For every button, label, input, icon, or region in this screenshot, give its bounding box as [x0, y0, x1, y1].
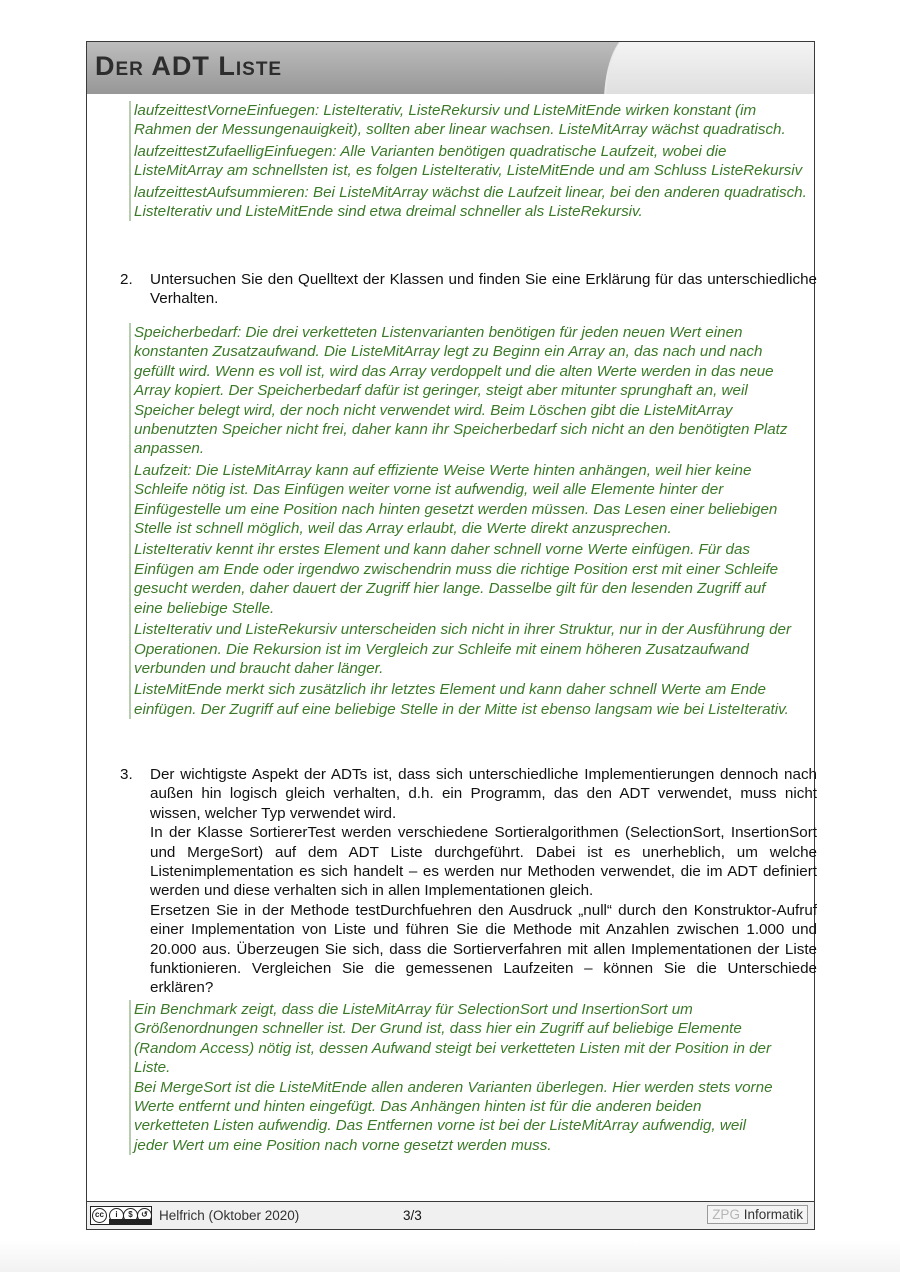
task-number: 3. [120, 766, 133, 783]
brand-prefix: ZPG [712, 1207, 740, 1222]
page-footer [87, 1201, 814, 1229]
task-text: Ersetzen Sie in der Methode testDurchfuehren den Ausdruck „null“ durch den Konstruktor-Aufruf einer Implementation von Liste und führen Sie die Methode mit Anzahlen zwischen 1.000 und 20.000 aus. Überzeugen Sie sich, dass die Sortierverfahren mit allen Implementationen der Liste funktionieren. Vergleichen Sie die gemessenen Laufzeiten – können Sie die Unterschiede erklären? [150, 901, 817, 997]
cc-icon: cc [92, 1208, 107, 1223]
answer-block-task2 [129, 323, 794, 719]
task-number: 2. [120, 271, 133, 288]
answer-paragraph: ListeMitEnde merkt sich zusätzlich ihr letztes Element und kann daher schnell Werte am Ende einfügen. Der Zugriff auf eine beliebige Stelle in der Mitte ist ebenso langsam wie bei ListeIterativ. [134, 681, 789, 718]
cc-by-nc-sa-icon [90, 1206, 152, 1225]
license-strip [109, 1219, 151, 1224]
answer-block-task1 [129, 101, 814, 221]
page-number: 3/3 [403, 1208, 422, 1223]
task-2 [120, 270, 817, 309]
brand-suffix: Informatik [743, 1207, 803, 1222]
page-title: Der ADT Liste [95, 51, 283, 81]
task-text: Der wichtigste Aspekt der ADTs ist, dass sich unterschiedliche Implementierungen dennoch nach außen hin logisch gleich verhalten, d.h. ein Programm, das den ADT verwendet, muss nicht wissen, welcher Typ verwendet wird. [150, 766, 817, 822]
sa-icon: ↺ [137, 1208, 152, 1223]
task-text: Untersuchen Sie den Quelltext der Klassen und finden Sie eine Erklärung für das unterschiedliche Verhalten. [150, 271, 817, 308]
by-icon: i [109, 1208, 124, 1223]
task-3 [120, 765, 817, 998]
header-decoration [604, 42, 814, 94]
nc-icon: $ [123, 1208, 138, 1223]
answer-paragraph: Ein Benchmark zeigt, dass die ListeMitArray für SelectionSort und InsertionSort um Größenordnungen schneller ist. Der Grund ist, dass hier ein Zugriff auf beliebige Elemente (Random Access) nötig ist, dessen Aufwand steigt bei verketteten Listen mit der Position in der Liste. [134, 1001, 772, 1077]
answer-paragraph: laufzeittestVorneEinfuegen: ListeIterativ, ListeRekursiv und ListeMitEnde wirken konstant (im Rahmen der Messungenauigkeit), sollten aber linear wachsen. ListeMitArray wächst quadratisch. [134, 102, 786, 139]
answer-paragraph: Speicherbedarf: Die drei verketteten Listenvarianten benötigen für jeden neuen Wert einen konstanten Zusatzaufwand. Die ListeMitArray legt zu Beginn ein Array an, das nach und nach gefüllt wird. Wenn es voll ist, wird das Array verdoppelt und die alten Werte werden in das neue Array kopiert. Der Speicherbedarf dafür ist geringer, steigt aber mitunter sprunghaft an, weil Speicher belegt wird, der noch nicht verwendet wird. Beim Löschen gibt die ListeMitArray unbenutzten Speicher nicht frei, daher kann ihr Speicherbedarf sich nicht an den benötigten Platz anpassen. [134, 324, 788, 458]
document-page [86, 41, 815, 1230]
page-header [87, 42, 814, 94]
answer-paragraph: laufzeittestAufsummieren: Bei ListeMitArray wächst die Laufzeit linear, bei den anderen quadratisch. ListeIterativ und ListeMitEnde sind etwa dreimal schneller als ListeRekursiv. [134, 183, 807, 221]
task-text: In der Klasse SortiererTest werden verschiedene Sortieralgorithmen (SelectionSort, InsertionSort und MergeSort) auf dem ADT Liste durchgeführt. Dabei ist es unerheblich, um welche Listenimplementation es sich handelt – es werden nur Methoden verwendet, die im ADT definiert werden und diese verhalten sich in allen Implementationen gleich. [150, 824, 817, 900]
answer-paragraph: ListeIterativ und ListeRekursiv unterscheiden sich nicht in ihrer Struktur, nur in der Ausführung der Operationen. Die Rekursion ist im Vergleich zur Schleife mit einem höheren Zusatzaufwand verbunden und braucht daher länger. [134, 621, 792, 677]
answer-paragraph: laufzeittestZufaelligEinfuegen: Alle Varianten benötigen quadratische Laufzeit, wobei die ListeMitArray am schnellsten ist, es folgen ListeIterativ, ListeMitEnde und am Schluss ListeRekursiv [134, 142, 803, 180]
page-shadow [0, 1240, 900, 1272]
answer-block-task3 [129, 1000, 779, 1155]
answer-paragraph: ListeIterativ kennt ihr erstes Element und kann daher schnell vorne Werte einfügen. Für das Einfügen am Ende oder irgendwo zwischendrin muss die richtige Position erst mit einer Schleife gesucht werden, daher dauert der Zugriff hier lange. Dasselbe gilt für den lesenden Zugriff auf eine beliebige Stelle. [134, 541, 779, 617]
footer-author: Helfrich (Oktober 2020) [159, 1208, 300, 1223]
brand-badge [707, 1205, 808, 1224]
answer-paragraph: Bei MergeSort ist die ListeMitEnde allen anderen Varianten überlegen. Hier werden stets vorne Werte entfernt und hinten eingefügt. Das Anhängen hinten ist für die anderen beiden verketteten Listen aufwendig. Das Entfernen vorne ist bei der ListeMitArray aufwendig, weil jeder Wert um eine Position nach vorne gesetzt werden muss. [134, 1078, 773, 1154]
answer-paragraph: Laufzeit: Die ListeMitArray kann auf effiziente Weise Werte hinten anhängen, weil hier keine Schleife nötig ist. Das Einfügen weiter vorne ist aufwendig, weil alle Elemente hinter der Einfügestelle um eine Position nach hinten gesetzt werden müssen. Das Lesen einer beliebigen Stelle ist schnell möglich, weil das Array erlaubt, die Werte direkt anzusprechen. [134, 461, 778, 538]
